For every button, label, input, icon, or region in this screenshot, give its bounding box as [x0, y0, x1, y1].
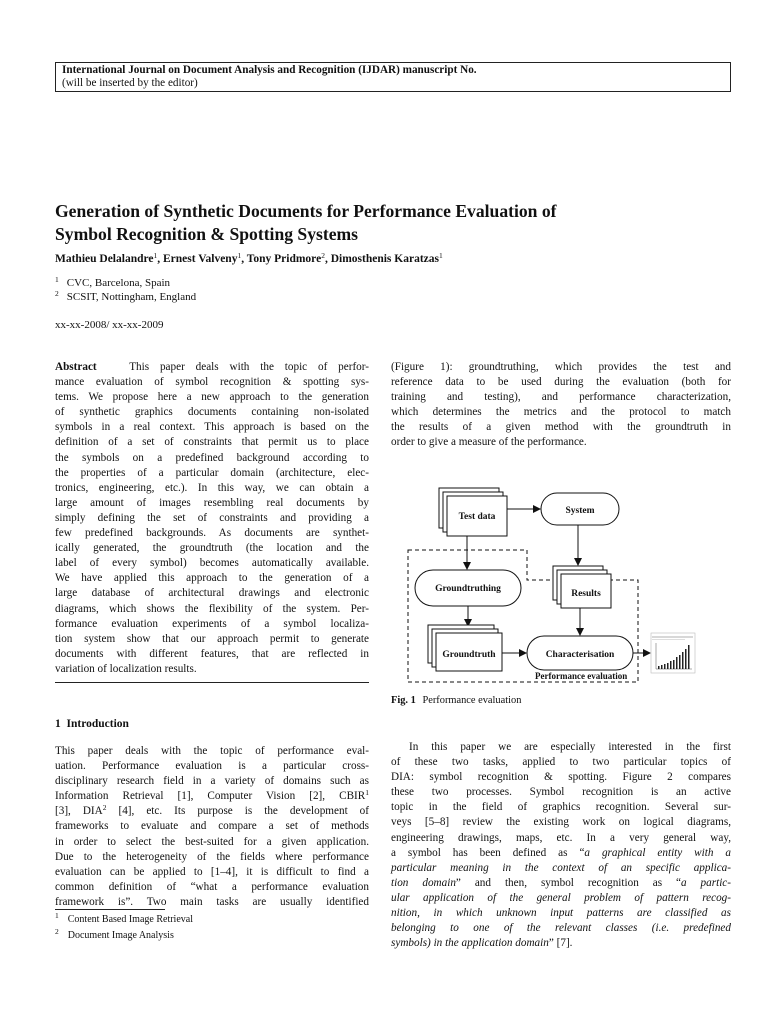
abstract-line: symbols in a real context. This approach is based on the [55, 421, 369, 434]
affiliation-text: CVC, Barcelona, Spain [66, 277, 171, 289]
journal-name: International Journal on Document Analysis and Recognition (IJDAR) manuscript No. [62, 64, 477, 76]
body-line: engineering drawings, maps, etc. In a very general way, [391, 831, 731, 844]
body-line: disciplinary research field in a variety of domains such as [55, 775, 369, 788]
body-line: frameworks to evaluate and compare a set of methods [55, 820, 369, 833]
body-line: the results of a given method with the groundtruth in [391, 421, 731, 434]
figure-caption-label: Fig. 1 [391, 695, 416, 706]
footnote-text: Content Based Image Retrieval [67, 914, 193, 925]
abstract-line: of synthetic graphics documents containing non-isolated [55, 406, 369, 419]
author-affiliation-mark: 1 [438, 251, 443, 260]
author-affiliation-mark: 1 [237, 251, 242, 260]
body-line: ” [7]. [548, 937, 573, 950]
region-label: Performance evaluation [535, 671, 628, 681]
title-line-1: Generation of Synthetic Documents for Performance Evaluation of [55, 201, 557, 221]
performance-evaluation-diagram [395, 480, 700, 690]
abstract-line: simply defining the set of constraints and providing a [55, 511, 369, 524]
figure-caption-text: Performance evaluation [422, 695, 522, 706]
abstract-line: the symbols on a predefined background according to [55, 451, 369, 464]
body-line: ” and then, symbol recognition as “ [455, 876, 681, 889]
body-line: veys [5–8] review the existing work on logical diagrams, [391, 816, 731, 829]
quoted-definition: particular meaning in the context of an specific applica- [391, 861, 731, 874]
abstract-line: documents with different features, that are reflected in [55, 647, 369, 660]
abstract-line: variation of localization results. [55, 662, 197, 675]
abstract [55, 360, 369, 677]
body-line: a symbol has been defined as “ [391, 846, 585, 859]
quoted-definition: a partic- [681, 876, 731, 889]
results-node [553, 566, 611, 608]
submission-dates: xx-xx-2008/ xx-xx-2009 [55, 319, 164, 331]
body-line: of these two tasks, applied to two particular topics of [391, 756, 731, 769]
footnote-text: Document Image Analysis [67, 930, 174, 941]
body-line: [3], DIA [55, 805, 103, 818]
affiliation [55, 290, 196, 304]
groundtruth-label: Groundtruth [442, 650, 496, 660]
author-name: Ernest Valveny [163, 253, 238, 265]
body-line: in order to select the best-suited for a given application. [55, 835, 369, 848]
footnote-divider [55, 909, 165, 910]
affiliation-text: SCSIT, Nottingham, England [66, 291, 197, 303]
right-column-text [391, 360, 731, 451]
author-affiliation-mark: 1 [153, 251, 158, 260]
test-data-label: Test data [458, 512, 496, 522]
author-name: Tony Pridmore [246, 253, 322, 265]
author-list: Mathieu Delalandre$^1$, Ernest Valveny$^1$, Tony Pridmore$^2$, Dimosthenis Karatzas$^1$ [55, 251, 443, 265]
author-affiliation-mark: 2 [321, 251, 325, 260]
editor-note: (will be inserted by the editor) [62, 77, 198, 89]
abstract-line: large amount of images resembling real documents by [55, 496, 369, 509]
body-line: This paper deals with the topic of performance eval- [55, 745, 369, 757]
affiliation-number: 1 [55, 275, 59, 284]
body-line: Information Retrieval [1], Computer Vision [2], CBIR [55, 790, 366, 803]
abstract-line: ically generated, the groundtruth (the location and the [55, 542, 369, 555]
paper-title [55, 200, 735, 246]
abstract-line: We have applied this approach to the generation of a [55, 572, 369, 585]
test-data-node [439, 488, 507, 536]
right-column-text [391, 740, 731, 951]
footnote [55, 927, 174, 941]
quoted-definition: tion domain [391, 876, 456, 889]
body-line: In this paper we are especially interested in the first [409, 741, 731, 753]
abstract-line: few predefined backgrounds. As documents are synthet- [55, 527, 369, 540]
author-name: Mathieu Delalandre [55, 253, 154, 265]
abstract-line: label of every symbol) becomes automatically available. [55, 557, 369, 570]
body-line: DIA: symbol recognition & spotting. Figure 2 compares [391, 771, 731, 784]
body-line: topic in the field of graphics recognition. Several sur- [391, 801, 731, 814]
abstract-line: formance evaluation experiments of a symbol localiza- [55, 617, 369, 630]
abstract-line: tems. We propose here a new approach to the generation [55, 391, 369, 404]
quoted-definition: symbols) in the application domain [391, 937, 549, 950]
system-node [541, 493, 619, 525]
footnote-mark: 2 [102, 803, 107, 813]
abstract-divider [55, 682, 369, 683]
abstract-line: tronics, engineering, etc.). In this way, we can obtain a [55, 481, 369, 494]
groundtruth-node [428, 625, 502, 671]
introduction-text [55, 744, 369, 910]
body-line: common definition of “what a performance evaluation [55, 880, 369, 893]
body-line: reference data to be used during the evaluation (both for [391, 376, 731, 389]
body-line: Due to the heterogeneity of the fields where performance [55, 850, 369, 863]
mini-bar-chart-icon [651, 633, 695, 673]
title-line-2: Symbol Recognition & Spotting Systems [55, 224, 359, 244]
quoted-definition: a graphical entity with a [584, 846, 731, 859]
abstract-label: Abstract [55, 361, 97, 373]
system-label: System [565, 506, 595, 516]
footnote-number: 1 [55, 911, 59, 920]
characterisation-node [527, 636, 633, 670]
groundtruthing-label: Groundtruthing [435, 584, 501, 594]
section-number: 1 [55, 718, 61, 730]
section-title: Introduction [66, 718, 129, 730]
quoted-definition: belonging to one of the relevant classes (i.e. predefined [391, 922, 731, 935]
journal-header [55, 62, 731, 92]
footnote [55, 911, 193, 925]
affiliation [55, 276, 170, 290]
abstract-line: large database of architectural drawings and electronic [55, 587, 369, 600]
figure-caption [391, 695, 521, 706]
affiliation-number: 2 [55, 289, 59, 298]
results-label: Results [571, 589, 601, 599]
section-heading [55, 718, 129, 730]
body-line: [4], etc. Its purpose is the development of [106, 805, 369, 818]
footnote-mark: 1 [365, 788, 369, 798]
characterisation-label: Characterisation [545, 650, 615, 660]
abstract-line: mance evaluation of symbol recognition & spotting sys- [55, 376, 369, 389]
body-line: order to give a measure of the performance. [391, 436, 587, 449]
body-line: (Figure 1): groundtruthing, which provides the test and [391, 361, 731, 373]
body-line: training and testing), and performance characterization, [391, 391, 731, 404]
abstract-line: definition of a set of constraints that permit us to place [55, 436, 369, 449]
abstract-line: the properties of a particular domain (architecture, elec- [55, 466, 369, 479]
footnote-number: 2 [55, 927, 59, 936]
body-line: evaluation can be applied to [1–4], it is difficult to find a [55, 865, 369, 878]
quoted-definition: ular application of the general problem of pattern recog- [391, 891, 731, 904]
body-line: framework is”. Two main tasks are usually identified [55, 895, 369, 908]
abstract-line: This paper deals with the topic of perfor- [129, 361, 369, 373]
abstract-line: tion system show that our approach permit to generate [55, 632, 369, 645]
abstract-line: diagrams, which shows the flexibility of the system. Per- [55, 602, 369, 615]
author-name: Dimosthenis Karatzas [330, 253, 439, 265]
groundtruthing-node [415, 570, 521, 606]
body-line: which determines the metrics and the protocol to match [391, 406, 731, 419]
body-line: these two processes. Symbol recognition is an active [391, 786, 731, 799]
quoted-definition: nition, in which unknown input patterns are classified as [391, 907, 731, 920]
body-line: uation. Performance evaluation is a particular cross- [55, 760, 369, 773]
